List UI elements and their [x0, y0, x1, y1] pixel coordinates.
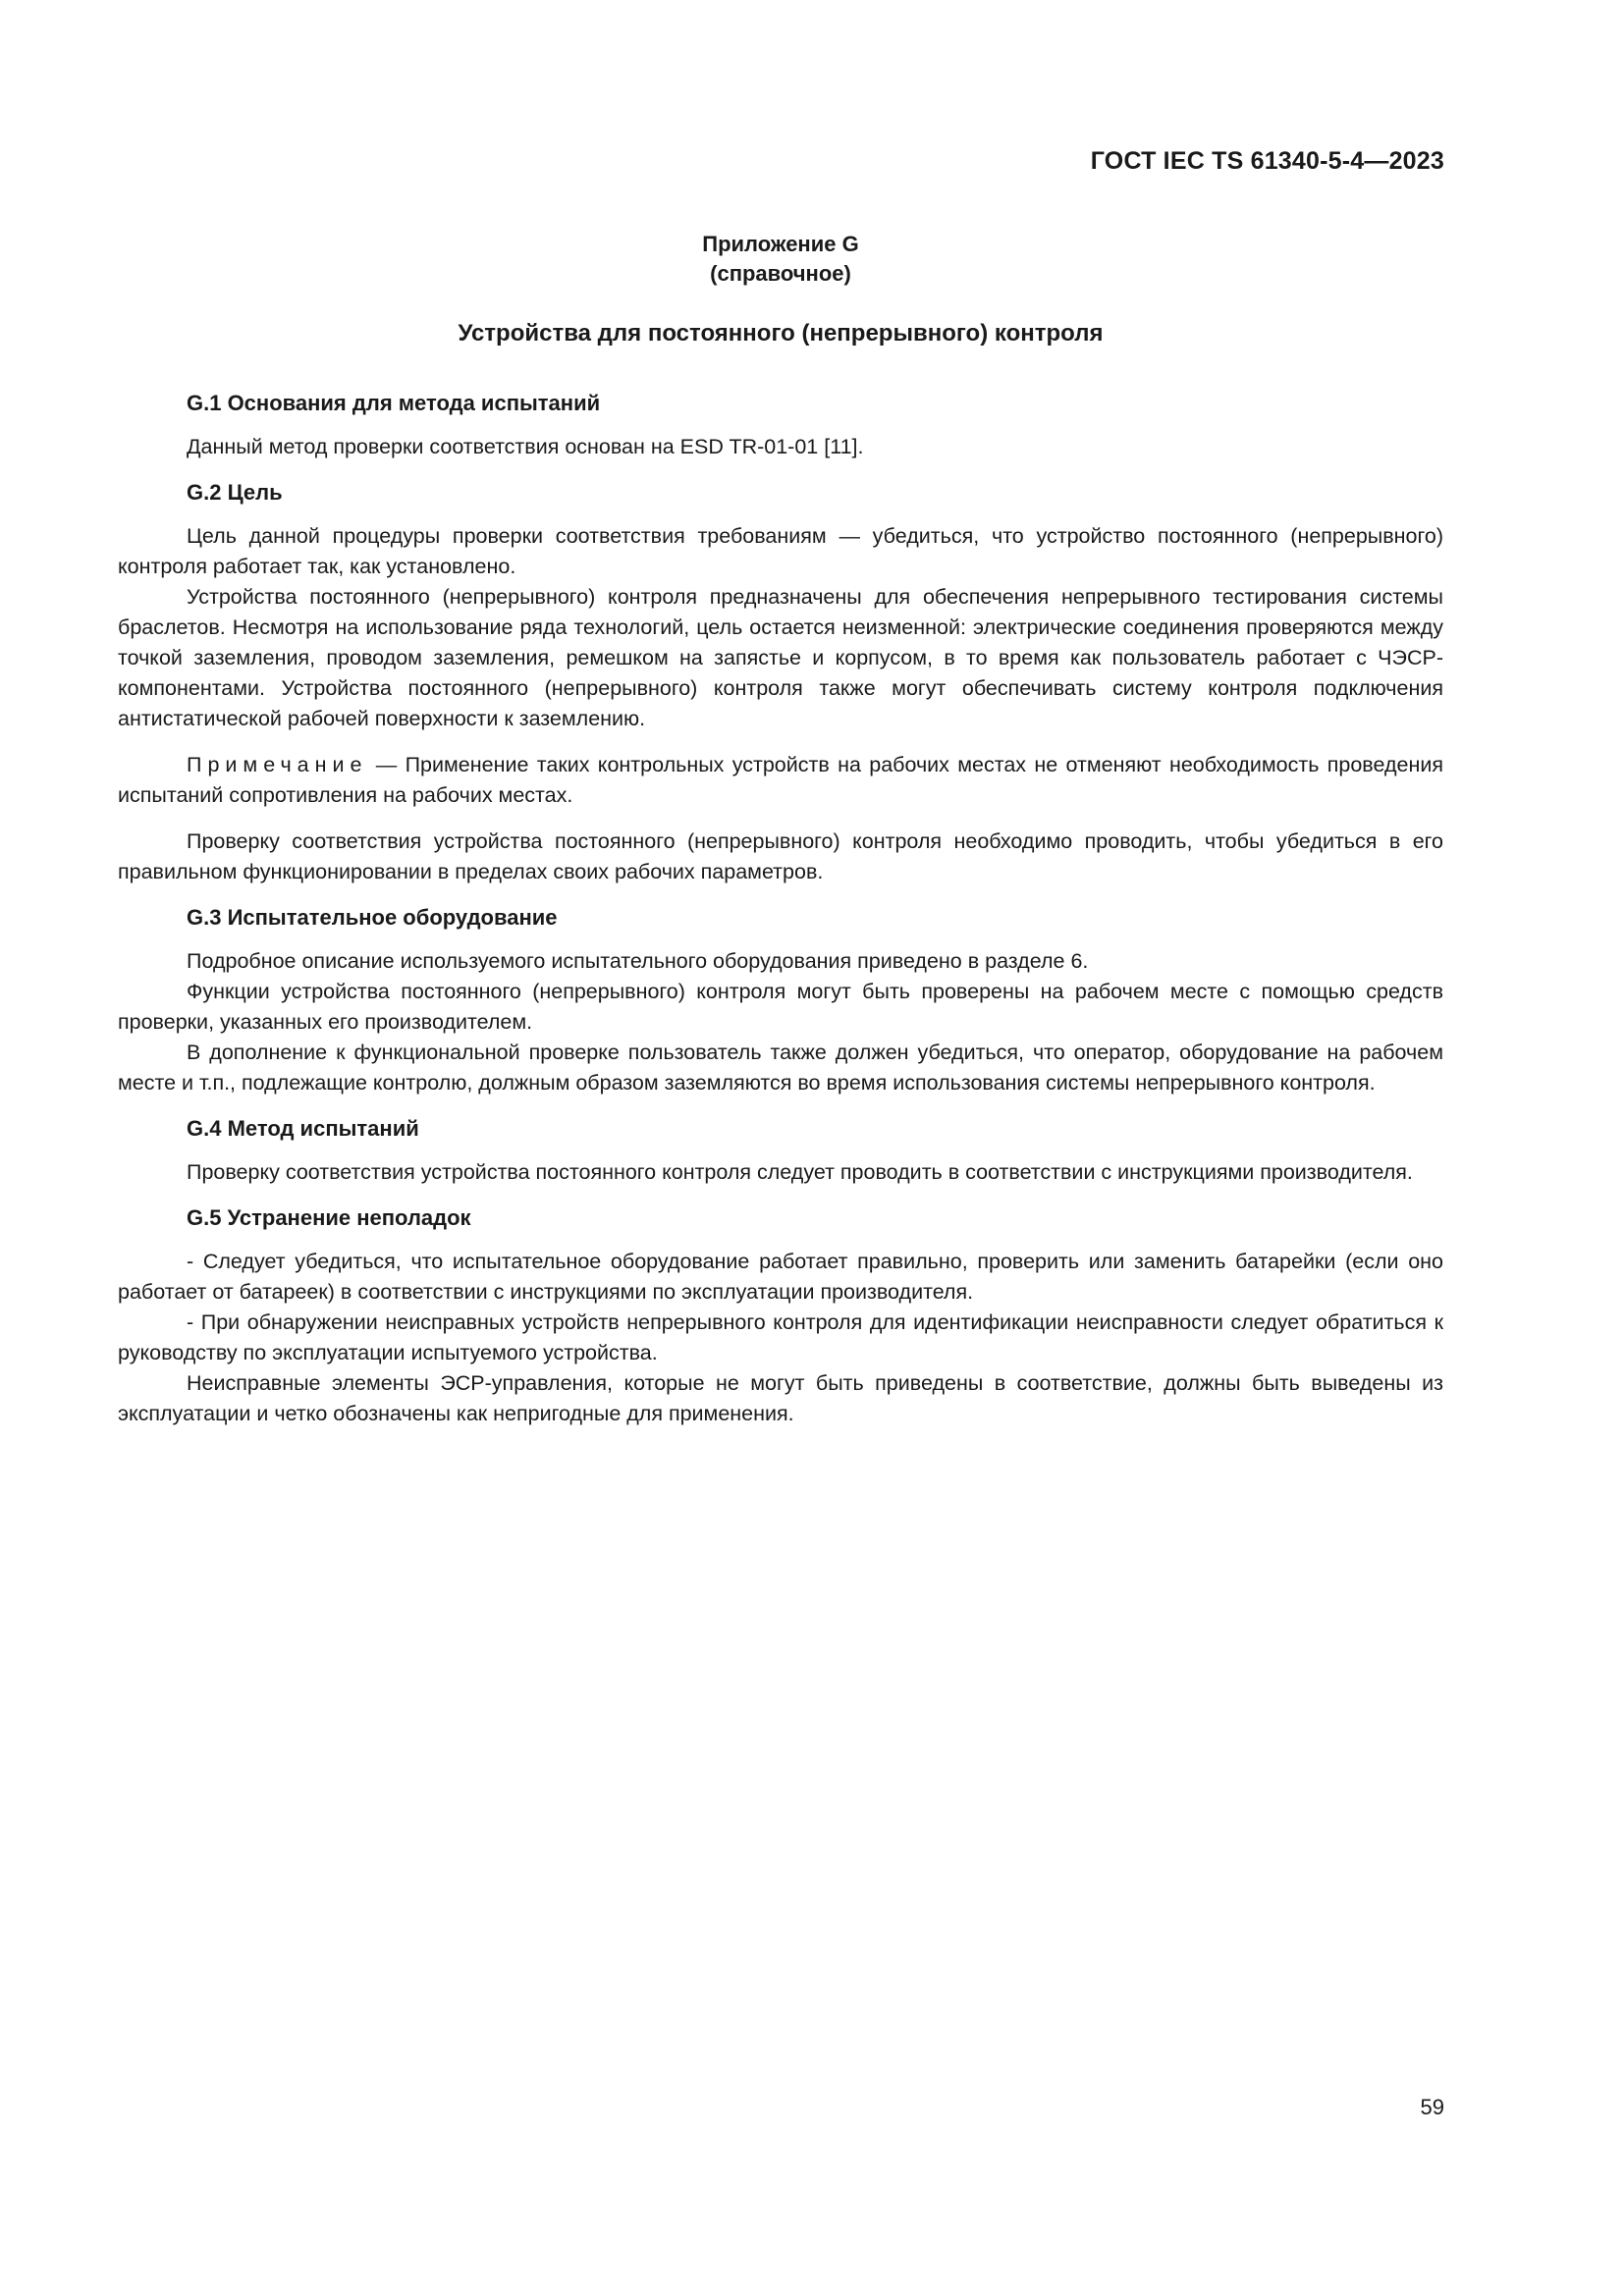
- section-g3: [118, 903, 1443, 1098]
- paragraph: В дополнение к функциональной проверке пользователь также должен убедиться, что оператор, оборудование на рабочем месте и т.п., подлежащие контролю, должным образом заземляются во время использования системы непрерывного контроля.: [118, 1041, 1443, 1095]
- paragraph: Данный метод проверки соответствия основан на ESD TR-01-01 [11].: [187, 435, 864, 458]
- paragraph: Цель данной процедуры проверки соответствия требованиям — убедиться, что устройство постоянного (непрерывного) контроля работает так, как установлено.: [118, 524, 1443, 578]
- section-g4: [118, 1114, 1443, 1188]
- page-number: 59: [1420, 2095, 1444, 2119]
- paragraph: Устройства постоянного (непрерывного) контроля предназначены для обеспечения непрерывного тестирования системы браслетов. Несмотря на использование ряда технологий, цель остается неизменной: электрические соединения проверяются между точкой заземления, проводом заземления, ремешком на запястье и корпусом, в то время как пользователь работает с ЧЭСР-компонентами. Устройства постоянного (непрерывного) контроля также могут обеспечивать систему контроля подключения антистатической рабочей поверхности к заземлению.: [118, 585, 1443, 730]
- list-item: - При обнаружении неисправных устройств непрерывного контроля для идентификации неисправности следует обратиться к руководству по эксплуатации испытуемого устройства.: [118, 1310, 1443, 1364]
- section-heading: G.3 Испытательное оборудование: [187, 905, 558, 930]
- list-item: - Следует убедиться, что испытательное оборудование работает правильно, проверить или заменить батарейки (если оно работает от батареек) в соответствии с инструкциями по эксплуатации производителя.: [118, 1250, 1443, 1304]
- section-heading: G.1 Основания для метода испытаний: [187, 391, 601, 415]
- section-g5: [118, 1203, 1443, 1429]
- paragraph: Проверку соответствия устройства постоянного (непрерывного) контроля необходимо проводить, чтобы убедиться в его правильном функционировании в пределах своих рабочих параметров.: [118, 829, 1443, 883]
- section-heading: G.2 Цель: [187, 480, 283, 505]
- annex-subtitle: (справочное): [710, 261, 851, 286]
- paragraph: Неисправные элементы ЭСР-управления, которые не могут быть приведены в соответствие, должны быть выведены из эксплуатации и четко обозначены как непригодные для применения.: [118, 1371, 1443, 1425]
- annex-title: Приложение G: [702, 232, 859, 256]
- paragraph: Функции устройства постоянного (непрерывного) контроля могут быть проверены на рабочем месте с помощью средств проверки, указанных его производителем.: [118, 980, 1443, 1034]
- section-g2: [118, 478, 1443, 887]
- annex-main-title: Устройства для постоянного (непрерывного) контроля: [458, 320, 1104, 347]
- section-heading: G.4 Метод испытаний: [187, 1116, 419, 1141]
- page-content: [118, 230, 1443, 1445]
- section-g1: [118, 389, 1443, 462]
- section-heading: G.5 Устранение неполадок: [187, 1205, 471, 1230]
- note-label: Примечание: [187, 753, 368, 776]
- note-text: — Применение таких контрольных устройств на рабочих местах не отменяют необходимость проведения испытаний сопротивления на рабочих местах.: [118, 753, 1443, 807]
- note: [118, 750, 1443, 811]
- paragraph: Проверку соответствия устройства постоянного контроля следует проводить в соответствии с инструкциями производителя.: [187, 1160, 1413, 1184]
- document-code: ГОСТ IEC TS 61340-5-4—2023: [1090, 147, 1444, 175]
- paragraph: Подробное описание используемого испытательного оборудования приведено в разделе 6.: [187, 949, 1089, 973]
